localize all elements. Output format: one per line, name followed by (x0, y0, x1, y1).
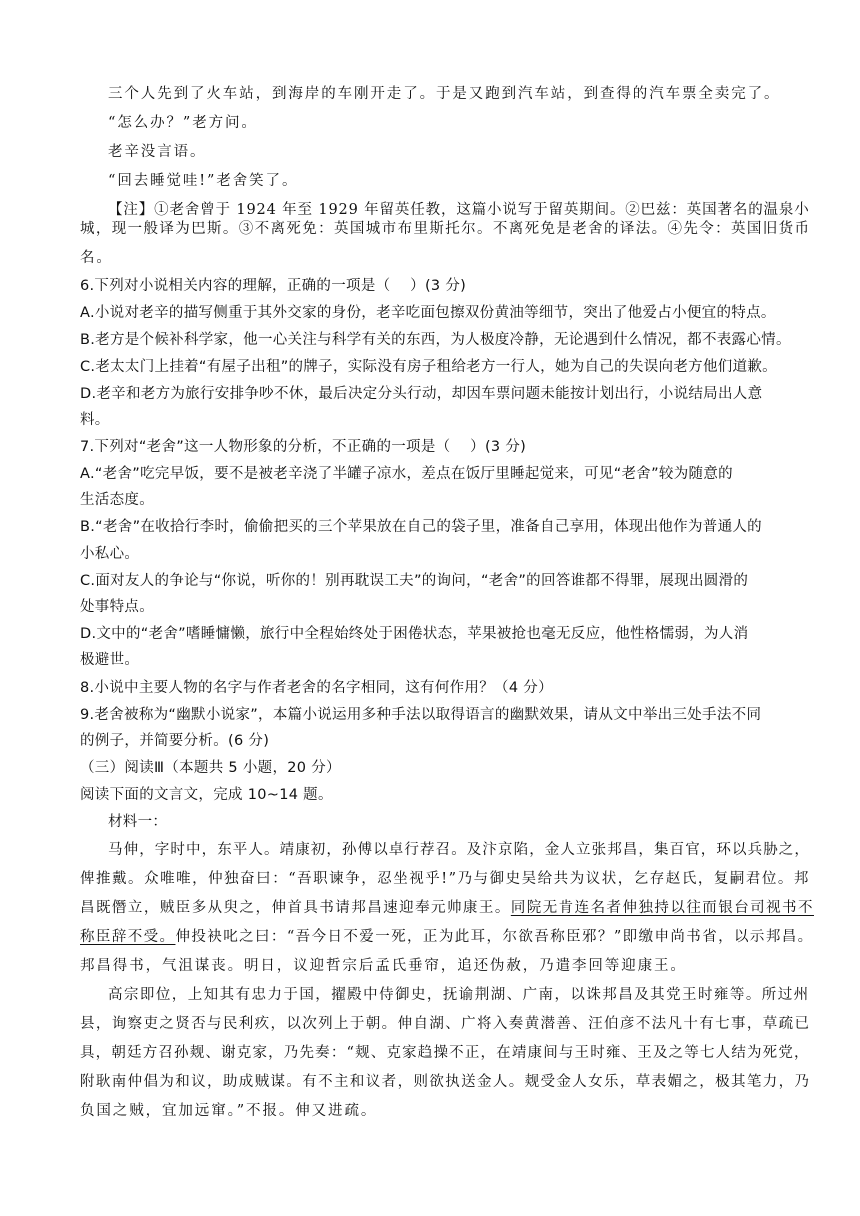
q7-option-c-line1: C.面对友人的争论与“你说，听你的！别再耽误工夫”的询问，“老舍”的回答谁都不得罪，展现出圆滑的 (80, 573, 749, 589)
story-line-3: 老辛没言语。 (108, 144, 207, 160)
q6-option-c: C.老太太门上挂着“有屋子出租”的牌子，实际没有房子租给老方一行人，她为自己的失误向老方他们道歉。 (80, 359, 777, 375)
passage-p1-line1: 马伸，字时中，东平人。靖康初，孙傅以卓行荐召。及汴京陷，金人立张邦昌，集百官，环以兵胁之， (108, 842, 810, 858)
passage-p1-line5: 邦昌得书，气沮谋丧。明日，议迎哲宗后孟氏垂帘，追还伪赦，乃遣李回等迎康王。 (80, 958, 687, 974)
story-line-4: “回去睡觉哇!”老舍笑了。 (108, 173, 299, 189)
story-line-2: “怎么办？”老方问。 (108, 115, 258, 131)
passage-underlined-part1: 同院无肯连名者伸独持以往而银台司视书不 (510, 900, 814, 916)
material-label: 材料一： (108, 814, 168, 830)
passage-p2-line3: 具，朝廷方召孙觌、谢克家，乃先奏：“觌、克家趋操不正，在靖康间与王时雍、王及之等七人结为死党， (80, 1045, 810, 1061)
q6-option-b: B.老方是个候补科学家，他一心关注与科学有关的东西，为人极度冷静，无论遇到什么情况，都不表露心情。 (80, 332, 791, 348)
passage-p2-line2: 县，询察吏之贤否与民利疚，以次列上于朝。伸自湖、广将入奏黄潜善、汪伯彦不法凡十有七事，草疏已 (80, 1016, 811, 1032)
section-3-instruction: 阅读下面的文言文，完成 10~14 题。 (80, 787, 333, 803)
q7-option-b-line1: B.“老舍”在收拾行李时，偷偷把买的三个苹果放在自己的袋子里，准备自己享用，体现出他作为普通人的 (80, 519, 762, 535)
q7-option-a-line2: 生活态度。 (80, 492, 154, 508)
note-line-3: 名。 (80, 250, 113, 266)
q7-option-d-line2: 极避世。 (80, 652, 140, 668)
q9-stem-line2: 的例子，并简要分析。(6 分) (80, 733, 270, 749)
passage-p1-line3 (80, 901, 814, 916)
q7-option-c-line2: 处事特点。 (80, 599, 154, 615)
q6-option-d-line1: D.老辛和老方为旅行安排争吵不休，最后决定分头行动，却因车票问题未能按计划出行，小说结局出人意 (80, 386, 763, 402)
passage-p1-line4 (80, 930, 814, 945)
story-line-1: 三个人先到了火车站，到海岸的车刚开走了。于是又跑到汽车站，到查得的汽车票全卖完了。 (108, 86, 781, 102)
passage-underlined-part2: 称臣辞不受。 (80, 929, 176, 945)
q7-option-d-line1: D.文中的“老舍”嗜睡慵懒，旅行中全程始终处于困倦状态，苹果被抢也毫无反应，他性格懦弱，为人消 (80, 626, 749, 642)
passage-p2-line1: 高宗即位，上知其有忠力于国，擢殿中侍御史，抚谕荆湖、广南，以诛邦昌及其党王时雍等。所过州 (108, 987, 810, 1003)
q6-option-d-line2: 料。 (80, 412, 110, 428)
passage-p1-line3-text: 昌既僭立，贼臣多从臾之，伸首具书请邦昌速迎奉元帅康王。 (80, 900, 511, 916)
section-3-title: （三）阅读Ⅲ（本题共 5 小题，20 分） (80, 760, 341, 776)
q6-option-a: A.小说对老辛的描写侧重于其外交家的身份，老辛吃面包擦双份黄油等细节，突出了他爱占小便宜的特点。 (80, 305, 776, 321)
q9-stem-line1: 9.老舍被称为“幽默小说家”，本篇小说运用多种手法以取得语言的幽默效果，请从文中举出三处手法不同 (80, 707, 762, 723)
passage-p2-line4: 附耿南仲倡为和议，助成贼谋。有不主和议者，则欲执送金人。觌受金人女乐，草表媚之，极其笔力，乃 (80, 1074, 811, 1090)
q7-stem: 7.下列对“老舍”这一人物形象的分析，不正确的一项是（ ）(3 分) (80, 439, 527, 455)
q8-stem: 8.小说中主要人物的名字与作者老舍的名字相同，这有何作用？（4 分） (80, 680, 553, 696)
passage-p1-line4-text: 伸投袂叱之曰：“吾今日不爱一死，正为此耳，尔欲吾称臣邪？”即缴申尚书省，以示邦昌。 (175, 929, 814, 945)
q6-stem: 6.下列对小说相关内容的理解，正确的一项是（ ）(3 分) (80, 278, 467, 294)
passage-p2-line5: 负国之贼，宜加远窜。”不报。伸又进疏。 (80, 1103, 378, 1119)
note-line-2: 城，现一般译为巴斯。③不离死免：英国城市布里斯托尔。不离死免是老舍的译法。④先令：英国旧货币 (80, 221, 811, 237)
q7-option-a-line1: A.“老舍”吃完早饭，要不是被老辛浇了半罐子凉水，差点在饭厅里睡起觉来，可见“老舍”较为随意的 (80, 466, 733, 482)
note-line-1: 【注】①老舍曾于 1924 年至 1929 年留英任教，这篇小说写于留英期间。②巴兹：英国著名的温泉小 (108, 202, 810, 218)
q7-option-b-line2: 小私心。 (80, 546, 140, 562)
passage-p1-line2: 俾推戴。众唯唯，仲独奋曰：“吾职谏争，忍坐视乎!”乃与御史吴给共为议状，乞存赵氏，复嗣君位。邦 (80, 871, 810, 887)
